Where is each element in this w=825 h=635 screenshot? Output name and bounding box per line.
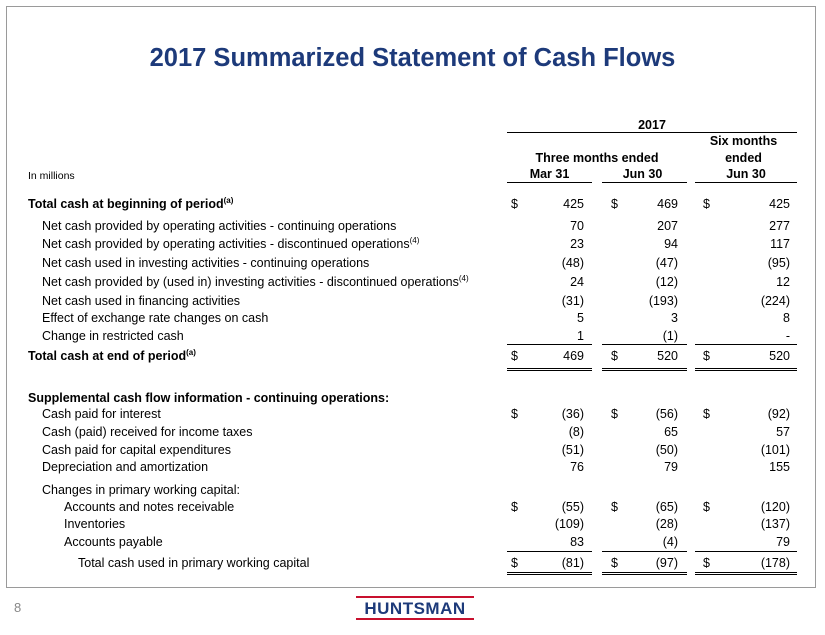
row-label [64, 500, 234, 514]
currency-symbol: $ [511, 407, 518, 421]
subtotal-rule [695, 344, 797, 345]
row-label [42, 237, 419, 251]
currency-symbol: $ [611, 349, 618, 363]
row-label [64, 535, 163, 549]
subtotal-rule [695, 551, 797, 552]
header-six-months-1: Six months [709, 134, 778, 148]
row-label [42, 483, 240, 497]
row-label [28, 197, 233, 211]
row-label [64, 517, 125, 531]
cell-value: 3 [671, 311, 678, 325]
cell-value: 425 [769, 197, 790, 211]
cell-value: (178) [760, 556, 790, 570]
cell-value: (120) [760, 500, 790, 514]
footnote-marker: (4) [409, 235, 420, 245]
cell-value: 1 [577, 329, 584, 343]
currency-symbol: $ [511, 556, 518, 570]
row-label-text: Total cash at end of period [28, 349, 187, 363]
row-label [28, 349, 196, 363]
total-double-rule [507, 368, 592, 371]
header-mar31: Mar 31 [529, 167, 570, 181]
cell-value: 65 [664, 425, 678, 439]
total-double-rule [602, 572, 687, 575]
logo-text: HUNTSMAN [364, 599, 466, 618]
subtotal-rule [602, 344, 687, 345]
header-underline [602, 182, 687, 183]
row-label [42, 329, 184, 343]
cell-value: 94 [664, 237, 678, 251]
header-year: 2017 [638, 118, 666, 132]
total-double-rule [507, 572, 592, 575]
header-rule [507, 132, 797, 133]
logo-rule-bottom [356, 618, 474, 620]
cell-value: 117 [770, 237, 790, 251]
row-label-text: Change in restricted cash [42, 329, 184, 343]
cell-value: (101) [760, 443, 790, 457]
row-label [42, 425, 253, 439]
cell-value: 57 [776, 425, 790, 439]
row-label [42, 256, 369, 270]
header-six-months-2: ended [725, 151, 762, 165]
page-number: 8 [14, 600, 22, 615]
total-double-rule [602, 368, 687, 371]
cell-value: 469 [563, 349, 584, 363]
currency-symbol: $ [703, 197, 710, 211]
cell-value: 8 [783, 311, 790, 325]
row-label [42, 460, 208, 474]
cell-value: 83 [570, 535, 584, 549]
cell-value: (48) [561, 256, 584, 270]
row-label-text: Cash (paid) received for income taxes [42, 425, 253, 439]
subtotal-rule [507, 344, 592, 345]
page-title: 2017 Summarized Statement of Cash Flows [149, 44, 676, 72]
cell-value: (50) [655, 443, 678, 457]
huntsman-logo [356, 596, 474, 620]
row-label-text: Net cash used in financing activities [42, 294, 241, 308]
currency-symbol: $ [611, 407, 618, 421]
cell-value: (47) [655, 256, 678, 270]
cell-value: (55) [561, 500, 584, 514]
cell-value: 76 [570, 460, 584, 474]
currency-symbol: $ [703, 500, 710, 514]
header-three-months: Three months ended [535, 151, 659, 165]
cell-value: 24 [570, 275, 584, 289]
row-label-text: Net cash used in investing activities - continuing operations [42, 256, 370, 270]
header-underline [695, 182, 797, 183]
currency-symbol: $ [511, 197, 518, 211]
footnote-marker: (4) [458, 273, 469, 283]
row-label [78, 556, 309, 570]
footnote-marker: (a) [223, 195, 234, 205]
currency-symbol: $ [703, 349, 710, 363]
cell-value: 155 [769, 460, 790, 474]
currency-symbol: $ [703, 556, 710, 570]
cell-value: (56) [655, 407, 678, 421]
row-label-text: Effect of exchange rate changes on cash [42, 311, 269, 325]
cell-value: 469 [657, 197, 678, 211]
row-label-text: Supplemental cash flow information - continuing operations: [28, 391, 390, 405]
cell-value: (109) [554, 517, 584, 531]
cell-value: (1) [662, 329, 678, 343]
row-label-text: Accounts payable [64, 535, 163, 549]
cell-value: (81) [561, 556, 584, 570]
row-label [42, 294, 240, 308]
currency-symbol: $ [511, 500, 518, 514]
header-jun30-six: Jun 30 [726, 167, 766, 181]
cell-value: (12) [655, 275, 678, 289]
cell-value: 207 [657, 219, 678, 233]
currency-symbol: $ [611, 197, 618, 211]
row-label-text: Total cash at beginning of period [28, 197, 224, 211]
cell-value: (28) [655, 517, 678, 531]
cell-value: (193) [648, 294, 678, 308]
cell-value: (4) [662, 535, 678, 549]
total-double-rule [695, 572, 797, 575]
header-jun30-q: Jun 30 [622, 167, 663, 181]
row-label-text: Cash paid for interest [42, 407, 161, 421]
logo-rule-top [356, 596, 474, 598]
currency-symbol: $ [611, 556, 618, 570]
row-label [42, 275, 469, 289]
currency-symbol: $ [703, 407, 710, 421]
row-label-text: Net cash provided by (used in) investing activities - discontinued operations [42, 275, 459, 289]
cell-value: (51) [561, 443, 584, 457]
row-label-text: Depreciation and amortization [42, 460, 209, 474]
cell-value: 23 [570, 237, 584, 251]
cell-value: 520 [657, 349, 678, 363]
total-double-rule [695, 368, 797, 371]
row-label-text: Net cash provided by operating activities - discontinued operations [42, 237, 410, 251]
cell-value: (224) [760, 294, 790, 308]
footnote-marker: (a) [186, 347, 196, 357]
row-label-text: Accounts and notes receivable [64, 500, 235, 514]
row-label [28, 391, 389, 405]
row-label [42, 311, 268, 325]
row-label [42, 443, 231, 457]
cell-value: (97) [655, 556, 678, 570]
cell-value: (8) [568, 425, 584, 439]
row-label-text: Changes in primary working capital: [42, 483, 241, 497]
header-underline [507, 182, 592, 183]
currency-symbol: $ [611, 500, 618, 514]
cell-value: (95) [767, 256, 790, 270]
row-label-text: Total cash used in primary working capital [78, 556, 310, 570]
row-label-text: Inventories [64, 517, 126, 531]
cell-value: (65) [655, 500, 678, 514]
row-label-text: Cash paid for capital expenditures [42, 443, 232, 457]
cell-value: 70 [570, 219, 584, 233]
cell-value: 5 [577, 311, 584, 325]
row-label [42, 219, 396, 233]
cell-value: 520 [769, 349, 790, 363]
cell-value: 277 [769, 219, 790, 233]
currency-symbol: $ [511, 349, 518, 363]
row-label [42, 407, 161, 421]
in-millions-label: In millions [28, 170, 75, 182]
cell-value: 425 [563, 197, 584, 211]
cell-value: 12 [776, 275, 790, 289]
cell-value: 79 [776, 535, 790, 549]
row-label-text: Net cash provided by operating activities - continuing operations [42, 219, 397, 233]
subtotal-rule [602, 551, 687, 552]
cell-value: (31) [561, 294, 584, 308]
cell-value: (36) [561, 407, 584, 421]
cell-value: - [785, 329, 790, 343]
subtotal-rule [507, 551, 592, 552]
cell-value: (137) [760, 517, 790, 531]
cell-value: 79 [664, 460, 678, 474]
cell-value: (92) [767, 407, 790, 421]
